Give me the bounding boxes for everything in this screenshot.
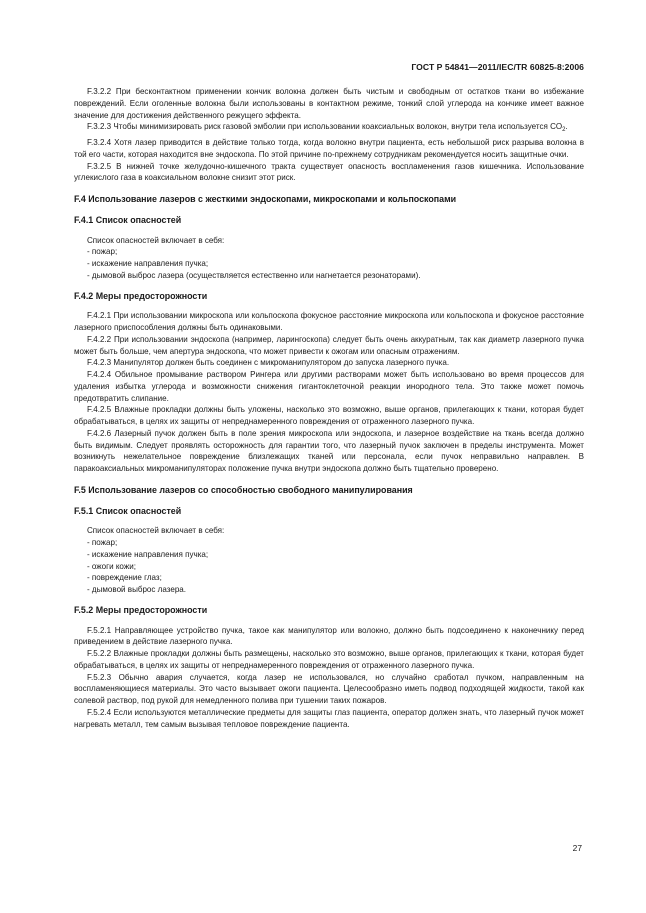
document-body (74, 86, 584, 730)
paragraph-f4-2-4: F.4.2.4 Обильное промывание раствором Рингера или другими растворами может быть использовано во время процессов для удаления избытка углерода и возможности снижения гигантоклеточной реакции инородного тела. Это также может помочь предотвратить слипание. (74, 370, 584, 403)
section-heading-f4: F.4 Использование лазеров с жесткими эндоскопами, микроскопами и кольпоскопами (74, 194, 457, 204)
list-intro-f5-1: Список опасностей включает в себя: (87, 526, 225, 536)
page-number: 27 (572, 843, 582, 853)
section-heading-f5: F.5 Использование лазеров со способностью свободного манипулирования (74, 484, 413, 495)
paragraph-f5-2-4: F.5.2.4 Если используются металлические предметы для защиты глаз пациента, оператор должен знать, что лазерный пучок может нагревать металл, тем самым вызывая тепловое повреждение пациента. (74, 707, 584, 729)
list-item: - дымовой выброс лазера (осуществляется естественно или нагнетается резонаторами). (87, 270, 421, 280)
paragraph-f3-2-3-text: F.3.2.3 Чтобы минимизировать риск газовой эмболии при использовании коаксиальных волокон, внутри тела используется CO (87, 122, 563, 132)
paragraph-f4-2-1: F.4.2.1 При использовании микроскопа или кольпоскопа фокусное расстояние микроскопа или кольпоскопа и фокусное расстояние лазерного приспособления должны быть одинаковыми. (74, 311, 584, 332)
list-item: - искажение направления пучка; (87, 259, 209, 268)
list-intro-f4-1: Список опасностей включает в себя: (87, 235, 225, 245)
paragraph-f4-2-6: F.4.2.6 Лазерный пучок должен быть в поле зрения микроскопа или эндоскопа, и лазерное воздействие на ткань всегда должно быть видимым. Следует проявлять осторожность для гарантии того, что лазерный пучок заключен в пределы инструмента. Может возникнуть нежелательное повреждение близлежащих тканей или персонала, если пучок неправильно направлен. В паракоаксиальных микроманипуляторах положение пучка внутри эндоскопа должно быть тщательно проверено. (74, 428, 584, 473)
paragraph-f5-2-1: F.5.2.1 Направляющее устройство пучка, такое как манипулятор или волокно, должно быть подсоединено к наконечнику перед приведением в действие лазерного пучка. (74, 625, 584, 647)
subsection-heading-f5-2: F.5.2 Меры предосторожности (74, 604, 208, 615)
paragraph-f4-2-3: F.4.2.3 Манипулятор должен быть соединен с микроманипулятором до запуска лазерного пучка. (87, 358, 450, 368)
list-item: - дымовой выброс лазера. (87, 585, 187, 594)
list-item: - пожар; (87, 538, 118, 547)
paragraph-f4-2-2: F.4.2.2 При использовании эндоскопа (например, ларингоскопа) следует быть очень аккуратным, так как диаметр лазерного пучка может быть больше, чем апертура эндоскопа, что может привести к ожогам или опасным отражениям. (74, 334, 584, 356)
list-item: - искажение направления пучка; (87, 549, 209, 559)
paragraph-f3-2-3-end: . (565, 122, 568, 132)
paragraph-f3-2-4: F.3.2.4 Хотя лазер приводится в действие только тогда, когда волокно внутри пациента, есть небольшой риск разрыва волокна в той его части, которая находится вне эндоскопа. По этой причине по-прежнему сотрудникам рекомендуется носить защитные очки. (74, 138, 584, 159)
paragraph-f3-2-2: F.3.2.2 При бесконтактном применении кончик волокна должен быть чистым и свободным от остатков ткани во избежание повреждений. Если оголенные волокна были использованы в контактном режиме, тонкий слой углерода на кончике имеет важное значение для достижения действенного режущего эффекта. (74, 87, 584, 120)
list-item: - пожар; (87, 247, 118, 257)
paragraph-f3-2-3 (74, 121, 584, 137)
list-item: - повреждение глаз; (87, 573, 162, 583)
co2-subscript: 2 (562, 127, 566, 134)
subsection-heading-f5-1: F.5.1 Список опасностей (74, 505, 182, 516)
paragraph-f3-2-5: F.3.2.5 В нижней точке желудочно-кишечного тракта существует опасность воспламенения газов кишечника. Использование углекислого газа в коаксиальном волокне снизит этот риск. (74, 161, 584, 183)
paragraph-f5-2-3: F.5.2.3 Обычно авария случается, когда лазер не использовался, но случайно сработал пучком, направленным на воспламеняющиеся материалы. Это часто вызывает ожоги пациента. Целесообразно иметь подвод подходящей жидкости, такой как солевой раствор, под рукой для немедленного полива при тушении таких пожаров. (74, 672, 584, 705)
paragraph-f5-2-2: F.5.2.2 Влажные прокладки должны быть размещены, насколько это возможно, выше органов, прилегающих к ткани, которая будет обрабатываться, в целях их защиты от непреднамеренного повреждения от отраженного лазерного пучка. (74, 649, 584, 670)
paragraph-f4-2-5: F.4.2.5 Влажные прокладки должны быть уложены, насколько это возможно, выше органов, прилегающих к ткани, которая будет обрабатываться, в целях их защиты от непреднамеренного повреждения от отраженного лазерного пучка. (74, 405, 584, 426)
list-item: - ожоги кожи; (87, 561, 136, 571)
subsection-heading-f4-1: F.4.1 Список опасностей (74, 214, 182, 225)
subsection-heading-f4-2: F.4.2 Меры предосторожности (74, 290, 208, 301)
document-header: ГОСТ Р 54841—2011/IEC/TR 60825-8:2006 (411, 62, 584, 72)
